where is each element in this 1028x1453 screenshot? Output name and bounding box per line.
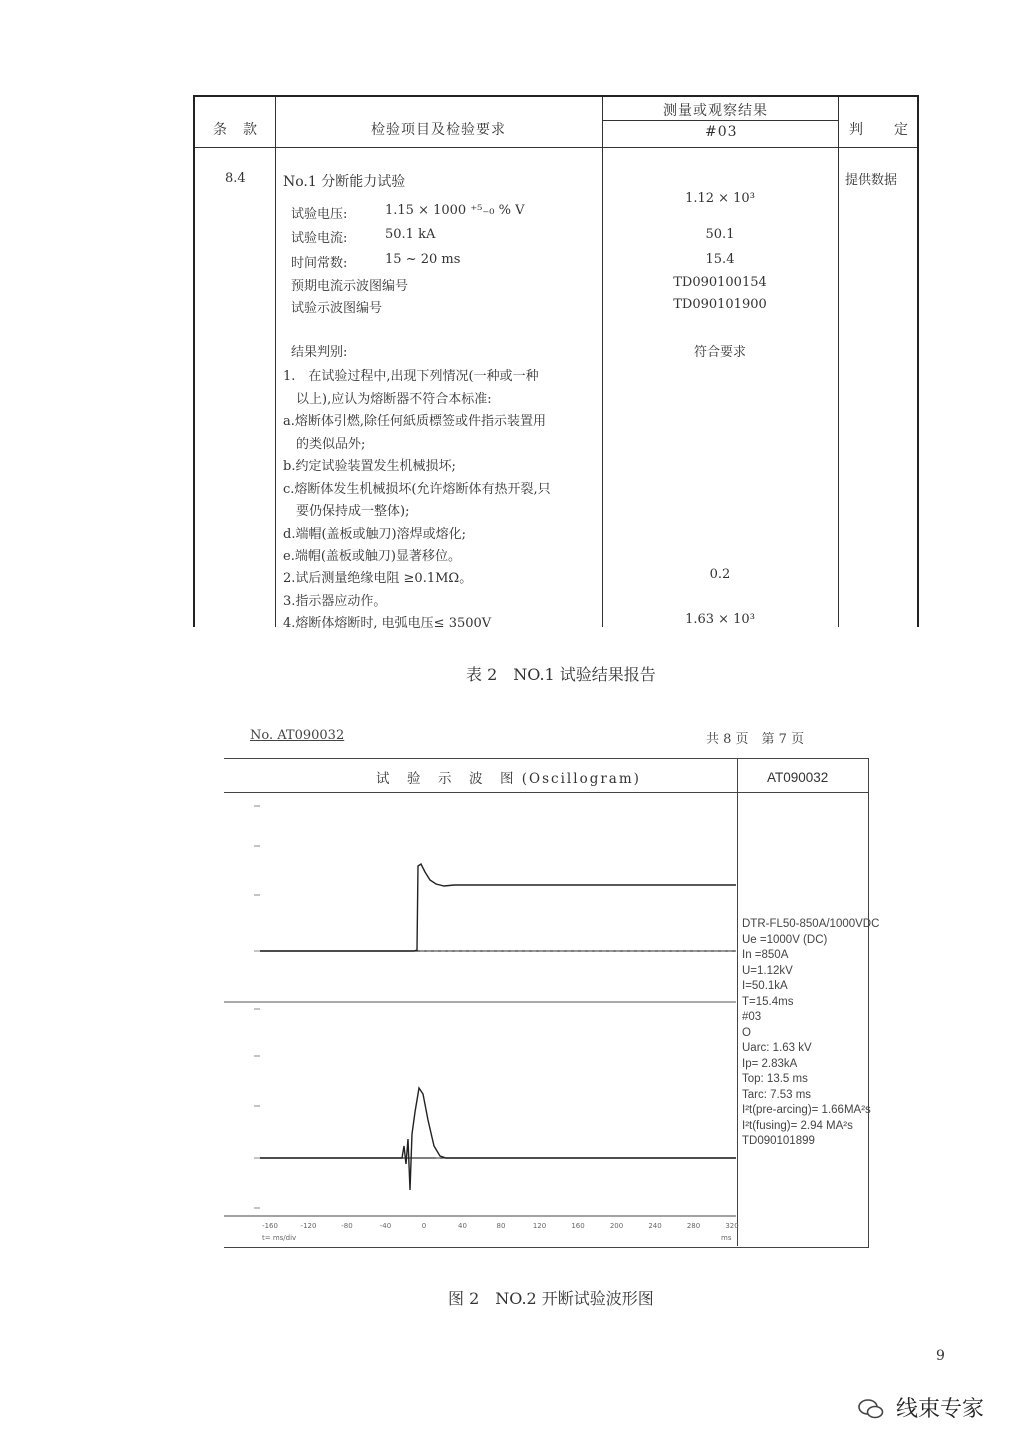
x-tick-label: 160 (571, 1222, 585, 1230)
x-tick-label: -120 (300, 1222, 317, 1230)
oscillogram-plot (224, 794, 737, 1246)
info-line: Ue =1000V (DC) (742, 933, 828, 946)
criteria-line: a.熔断体引燃,除任何紙质標签或件指示装置用 (283, 414, 547, 429)
clause-number: 8.4 (225, 171, 246, 186)
info-line: Tarc: 7.53 ms (742, 1088, 812, 1101)
criteria-line: 要仍保持成一整体); (283, 504, 410, 519)
criteria-line: 1. 在试验过程中,出现下列情况(一种或一种 (283, 369, 539, 384)
header-clause: 条 款 (213, 122, 258, 138)
info-line: I²t(pre-arcing)= 1.66MA²s (742, 1104, 871, 1116)
judgement-value: 提供数据 (845, 173, 898, 188)
x-tick-labels (262, 1222, 739, 1230)
criteria-line: b.约定试验装置发生机械损坏; (283, 459, 456, 474)
x-tick-label: -40 (379, 1222, 392, 1230)
table-divider (195, 147, 917, 148)
param-value: TD090101900 (673, 297, 767, 312)
info-line: DTR-FL50-850A/1000VDC (742, 918, 880, 930)
param-value: TD090100154 (673, 275, 767, 290)
report-number: No. AT090032 (250, 728, 345, 743)
oscillogram-title: 试 验 示 波 图 (Oscillogram) (376, 771, 641, 787)
x-tick-label: 320 (725, 1222, 739, 1230)
param-value: 1.12 × 10³ (685, 191, 755, 206)
header-result: 测量或观察结果 (663, 103, 768, 119)
x-note: t= ms/div (262, 1234, 297, 1242)
param-requirement: 15 ~ 20 ms (385, 252, 461, 267)
check-value: 1.63 × 10³ (685, 612, 755, 627)
result-label: 结果判别: (291, 345, 348, 360)
test-result-table (193, 95, 919, 631)
voltage-trace (260, 864, 736, 951)
info-line: I=50.1kA (742, 980, 788, 992)
oscillogram-id: AT090032 (767, 770, 829, 785)
param-label: 试验示波图编号 (291, 301, 383, 316)
table-caption: 表 2 NO.1 试验结果报告 (466, 665, 656, 684)
x-tick-label: 40 (458, 1222, 467, 1230)
info-line: In =850A (742, 949, 789, 961)
figure-caption: 图 2 NO.2 开断试验波形图 (448, 1289, 654, 1308)
header-item: 检验项目及检验要求 (371, 122, 506, 138)
x-tick-label: -160 (262, 1222, 278, 1230)
oscillogram-divider (737, 758, 738, 1246)
x-tick-label: 80 (496, 1222, 506, 1230)
criteria-line: c.熔断体发生机械损坏(允许熔断体有热开裂,只 (283, 481, 551, 497)
criteria-line: d.端帽(盖板或触刀)溶焊或熔化; (283, 526, 466, 542)
x-tick-label: 280 (686, 1222, 701, 1230)
param-label: 试验电流: (291, 231, 348, 246)
watermark (860, 1392, 984, 1423)
x-tick-label: -80 (341, 1222, 353, 1230)
x-tick-label: 200 (609, 1222, 624, 1230)
header-judgement: 判 定 (849, 122, 909, 138)
info-line: TD090101899 (742, 1135, 815, 1147)
info-line: O (742, 1026, 751, 1039)
watermark-text: 线束专家 (896, 1397, 985, 1422)
info-line: Uarc: 1.63 kV (742, 1042, 812, 1054)
param-value: 15.4 (705, 252, 735, 267)
result-value: 符合要求 (693, 345, 746, 360)
check-item: 2.试后测量绝缘电阻 ≥0.1MΩ。 (283, 571, 473, 586)
current-trace (260, 1088, 736, 1190)
header-sample: #03 (705, 124, 738, 140)
x-tick-label: 0 (421, 1222, 427, 1230)
criteria-line: e.端帽(盖板或触刀)显著移位。 (283, 549, 461, 564)
info-line: I²t(fusing)= 2.94 MA²s (742, 1119, 853, 1132)
criteria-line: 的类似品外; (283, 436, 366, 452)
criteria-line: 以上),应认为熔断器不符合本标准: (283, 391, 492, 407)
param-label: 时间常数: (291, 256, 348, 271)
oscillogram-divider (224, 792, 868, 793)
check-item: 4.熔断体熔断时, 电弧电压≤ 3500V (283, 616, 492, 631)
param-label: 试验电压: (291, 207, 348, 222)
page-number: 9 (936, 1348, 945, 1364)
x-tick-label: 120 (532, 1222, 547, 1230)
table-divider (602, 97, 603, 627)
info-line: Ip= 2.83kA (742, 1057, 798, 1070)
info-line: U=1.12kV (742, 964, 793, 977)
param-requirement: 50.1 kA (385, 227, 436, 242)
test-title: No.1 分断能力试验 (283, 174, 406, 190)
table-divider (275, 97, 276, 627)
param-requirement: 1.15 × 1000 ⁺⁵₋₀ % V (385, 203, 525, 218)
info-line: #03 (742, 1011, 762, 1023)
page-info: 共 8 页 第 7 页 (706, 732, 805, 747)
param-label: 预期电流示波图编号 (291, 279, 409, 294)
x-tick-label: 240 (648, 1222, 662, 1230)
wechat-icon (858, 1398, 884, 1420)
table-divider (602, 120, 838, 121)
param-value: 50.1 (705, 227, 735, 242)
info-line: T=15.4ms (742, 995, 794, 1008)
axis-ticks (254, 806, 260, 1208)
check-item: 3.指示器应动作。 (283, 594, 387, 609)
check-value: 0.2 (709, 567, 731, 582)
table-divider (838, 97, 839, 627)
x-unit: ms (721, 1234, 732, 1242)
info-line: Top: 13.5 ms (742, 1073, 808, 1085)
